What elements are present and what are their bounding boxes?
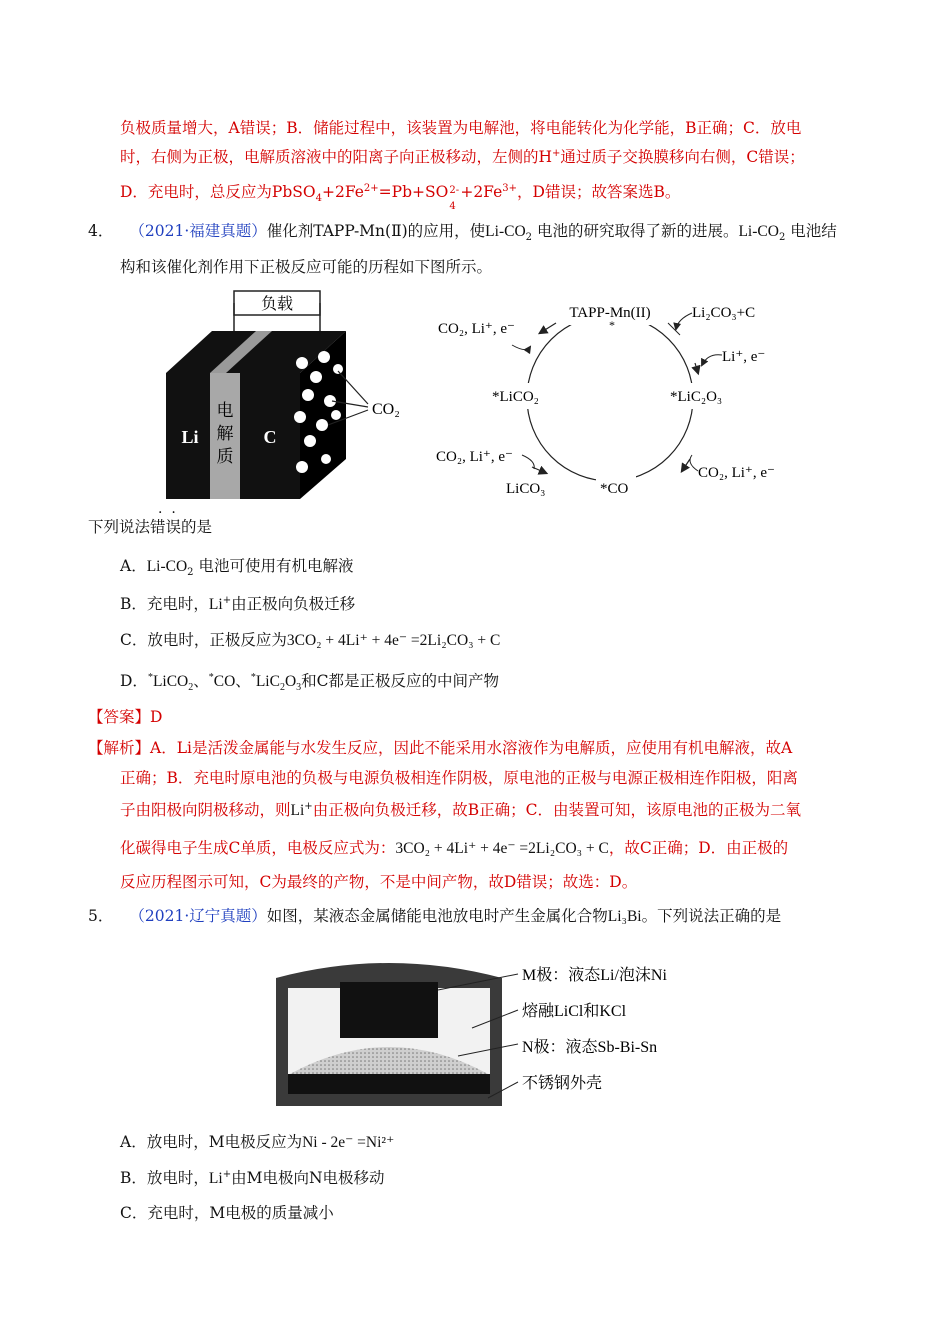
q5-stem: 5． （2021·辽宁真题）如图，某液态金属储能电池放电时产生金属化合物Li₃Bi。下列说法正确的是 (88, 907, 782, 925)
cycle-output-top-right: Li₂CO₃+C (692, 305, 756, 321)
cycle-output-left-bottom: LiCO₃ (506, 481, 546, 497)
q4-answer: 【答案】D (88, 708, 163, 726)
cycle-input-right: Li⁺, e⁻ (722, 349, 766, 365)
catalytic-cycle-diagram (430, 293, 790, 505)
electrolyte-char-1: 电 (216, 401, 234, 420)
m-electrode-label: M极：液态Li/泡沫Ni (522, 967, 667, 984)
q5-option-b: B．放电时，Li+由M电极向N电极移动 (120, 1168, 385, 1187)
svg-text:*: * (609, 318, 615, 332)
shell-label: 不锈钢外壳 (522, 1075, 603, 1092)
q4-question: 下列说法错误的是 (88, 518, 213, 536)
q4-analysis-line-5: 反应历程图示可知，C为最终的产物，不是中间产物，故D错误；故选：D。 (120, 873, 638, 891)
n-electrode-label: N极：液态Sb-Bi-Sn (522, 1039, 658, 1056)
molten-salt-label: 熔融LiCl和KCl (522, 1003, 627, 1020)
node-lico2: *LiCO₂ (492, 389, 539, 405)
battery-diagram (160, 283, 420, 505)
q4-option-b: B．充电时，Li+由正极向负极迁移 (120, 594, 356, 613)
liquid-metal-battery-diagram (272, 952, 692, 1112)
q5-option-c: C．充电时，M电极的质量减小 (120, 1204, 334, 1222)
q4-analysis-line-2: 正确；B．充电时原电池的负极与电源负极相连作阴极，原电池的正极与电源正极相连作阳极，阳离 (120, 769, 798, 787)
cycle-input-left-bottom: CO₂, Li⁺, e⁻ (436, 449, 513, 465)
q5-option-a: A．放电时，M电极反应为Ni - 2e⁻ =Ni²⁺ (120, 1133, 395, 1151)
m-electrode (340, 982, 438, 1038)
prev-answer-line-3: D．充电时，总反应为$PbSO_4+2Fe^{2+}=Pb+SO$ 2- 4 $+2Fe^{3+}$，D错误；故答案选B。 (120, 182, 681, 212)
q4-option-d: D．*LiCO$_2$、*CO、$^*LiC_2O_3$和C都是正极反应的中间产物 (120, 671, 500, 694)
q4-option-c: C．放电时，正极反应为3CO₂ + 4Li⁺ + 4e⁻ =2Li₂CO₃ + C (120, 631, 501, 649)
c-label: C (263, 427, 277, 447)
load-label: 负载 (260, 296, 294, 313)
q4-stem-line-1: 4． （2021·福建真题）催化剂TAPP-Mn(Ⅱ)的应用，使$Li-CO_2$ 电池的研究取得了新的进展。$Li-CO_2$ 电池结 (88, 222, 837, 244)
electrolyte-char-2: 解 (216, 424, 234, 443)
q4-analysis-line-1: 【解析】A．Li是活泼金属能与水发生反应，因此不能采用水溶液作为电解质，应使用有机电解液，故A (88, 739, 793, 757)
prev-answer-line-1: 负极质量增大，A错误；B．储能过程中，该装置为电解池，将电能转化为化学能，B正确；C．放电 (120, 119, 802, 137)
q4-option-a: A．$Li-CO_2$ 电池可使用有机电解液 (120, 557, 354, 579)
electrolyte-char-3: 质 (216, 447, 234, 466)
co2-label: CO₂ (372, 401, 400, 418)
cycle-input-right-bottom: CO₂, Li⁺, e⁻ (698, 465, 775, 481)
q4-analysis-line-4: 化碳得电子生成C单质，电极反应式为：3CO₂ + 4Li⁺ + 4e⁻ =2Li₂CO₃ + C，故C正确；D．由正极的 (120, 839, 789, 857)
node-co: *CO (600, 481, 629, 497)
q4-stem-line-2: 构和该催化剂作用下正极反应可能的历程如下图所示。 (120, 258, 493, 276)
li-label: Li (181, 427, 199, 447)
catalyst-label: TAPP-Mn(II) (569, 305, 651, 321)
cycle-input-top-left: CO₂, Li⁺, e⁻ (438, 321, 515, 337)
emphasis-dots: · · (158, 505, 176, 521)
node-lic2o3: *LiC₂O₃ (670, 389, 723, 405)
q4-analysis-line-3: 子由阳极向阴极移动，则Li+由正极向负极迁移，故B正确；C．由装置可知，该原电池的正极为二氧 (120, 800, 801, 819)
prev-answer-line-2: 时，右侧为正极，电解质溶液中的阳离子向正极移动，左侧的H+通过质子交换膜移向右侧，C错误； (120, 147, 805, 166)
